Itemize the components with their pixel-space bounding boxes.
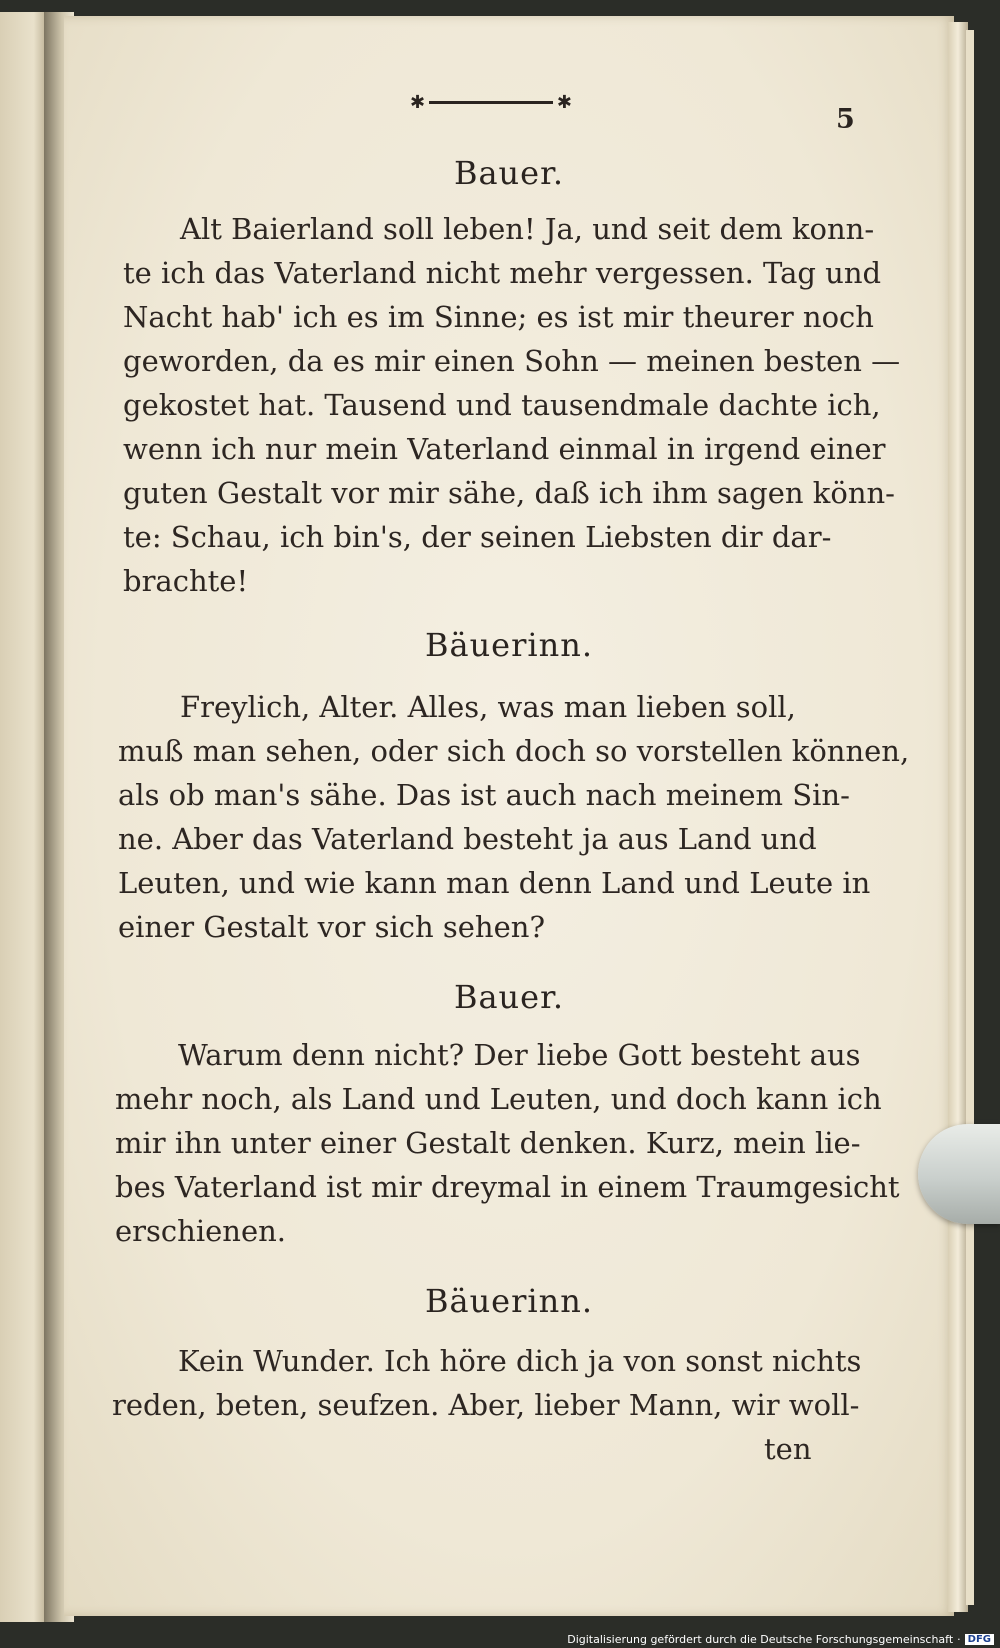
facing-page-edge <box>0 12 48 1622</box>
text-line: Freylich, Alter. Alles, was man lieben soll, <box>180 690 796 724</box>
text-line: erschienen. <box>115 1214 286 1248</box>
digitization-footer <box>567 1631 994 1648</box>
dfg-logo: DFG <box>965 1634 994 1645</box>
text-line: geworden, da es mir einen Sohn — meinen besten — <box>123 344 901 378</box>
ornament-star-right: ✱ <box>556 91 572 113</box>
text-line: brachte! <box>123 564 249 598</box>
text-line: Warum denn nicht? Der liebe Gott besteht aus <box>178 1038 861 1072</box>
catchword: ten <box>764 1432 812 1466</box>
text-line: mir ihn unter einer Gestalt denken. Kurz, mein lie- <box>115 1126 861 1160</box>
text-line: wenn ich nur mein Vaterland einmal in irgend einer <box>123 432 886 466</box>
text-line: Alt Baierland soll leben! Ja, und seit dem konn- <box>180 212 875 246</box>
text-line: gekostet hat. Tausend und tausendmale dachte ich, <box>123 388 881 422</box>
ornament-star-left: ✱ <box>410 91 426 113</box>
ornament-rule <box>429 101 553 104</box>
text-line: bes Vaterland ist mir dreymal in einem Traumgesicht <box>115 1170 900 1204</box>
speaker-heading: Bäuerinn. <box>424 626 594 664</box>
text-line: guten Gestalt vor mir sähe, daß ich ihm sagen könn- <box>123 476 895 510</box>
footer-separator: · <box>957 1633 961 1646</box>
page-stack-edge <box>948 22 968 1612</box>
text-line: reden, beten, seufzen. Aber, lieber Mann, wir woll- <box>112 1388 860 1422</box>
text-line: te: Schau, ich bin's, der seinen Liebsten dir dar- <box>123 520 832 554</box>
text-line: ne. Aber das Vaterland besteht ja aus Land und <box>118 822 817 856</box>
text-line: te ich das Vaterland nicht mehr vergessen. Tag und <box>123 256 882 290</box>
text-line: Nacht hab' ich es im Sinne; es ist mir theurer noch <box>123 300 874 334</box>
header-ornament <box>410 90 572 114</box>
footer-text: Digitalisierung gefördert durch die Deutsche Forschungsgemeinschaft <box>567 1633 954 1646</box>
page-stack-edge-inner <box>966 30 974 1605</box>
speaker-heading: Bäuerinn. <box>424 1282 594 1320</box>
page-number: 5 <box>836 104 855 135</box>
speaker-heading: Bauer. <box>453 978 565 1016</box>
speaker-heading: Bauer. <box>453 154 565 192</box>
text-line: mehr noch, als Land und Leuten, und doch kann ich <box>115 1082 882 1116</box>
text-line: einer Gestalt vor sich sehen? <box>118 910 545 944</box>
text-line: Kein Wunder. Ich höre dich ja von sonst nichts <box>178 1344 862 1378</box>
text-line: muß man sehen, oder sich doch so vorstellen können, <box>118 734 910 768</box>
text-line: als ob man's sähe. Das ist auch nach meinem Sin- <box>118 778 850 812</box>
text-line: Leuten, und wie kann man denn Land und Leute in <box>118 866 871 900</box>
